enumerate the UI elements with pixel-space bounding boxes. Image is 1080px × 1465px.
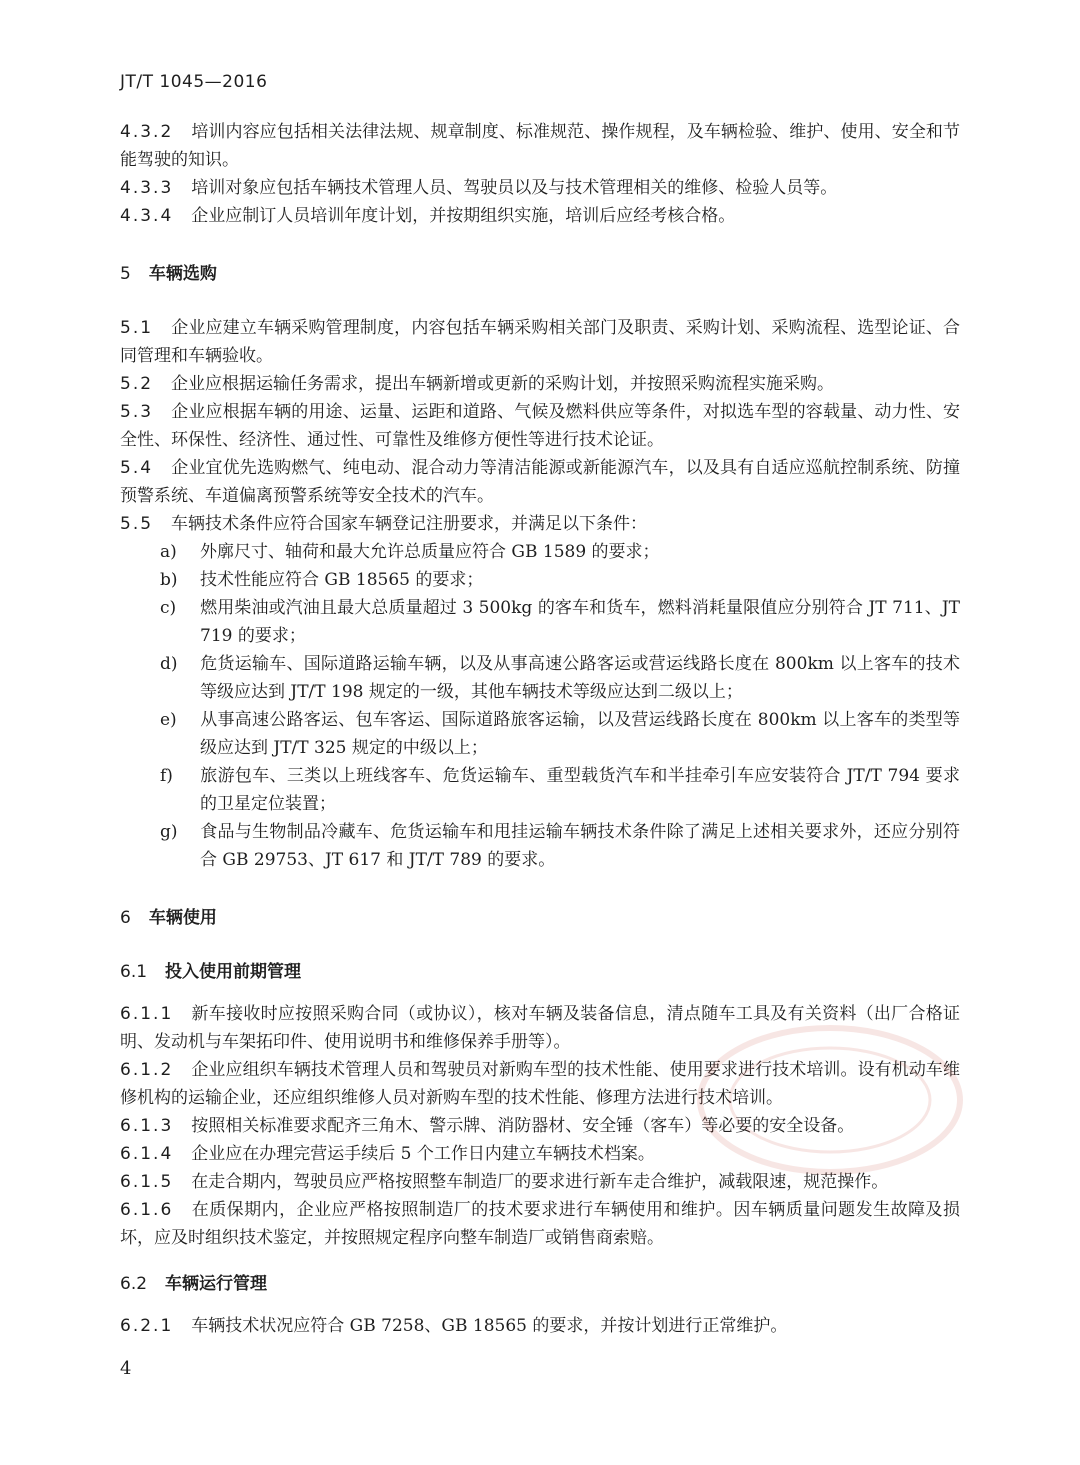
clause-6-1-6 xyxy=(120,1196,960,1252)
clause-text: 新车接收时应按照采购合同（或协议），核对车辆及装备信息，清点随车工具及有关资料（出厂合格证明、发动机与车架拓印件、使用说明书和维修保养手册等）。 xyxy=(120,1004,960,1052)
list-text: 技术性能应符合 GB 18565 的要求； xyxy=(200,570,484,590)
clause-text: 培训对象应包括车辆技术管理人员、驾驶员以及与技术管理相关的维修、检验人员等。 xyxy=(191,178,838,198)
subsection-heading-6-2 xyxy=(120,1270,960,1298)
section-heading-5 xyxy=(120,260,960,288)
clause-text: 在走合期内，驾驶员应严格按照整车制造厂的要求进行新车走合维护，减载限速，规范操作。 xyxy=(191,1172,889,1192)
clause-number: 5.3 xyxy=(120,402,154,422)
clause-5-4 xyxy=(120,454,960,510)
list-item-f xyxy=(120,762,960,818)
section-number: 6 xyxy=(120,908,131,928)
list-item-e xyxy=(120,706,960,762)
list-label: c) xyxy=(160,598,177,618)
list-item-g xyxy=(120,818,960,874)
clause-text: 车辆技术状况应符合 GB 7258、GB 18565 的要求，并按计划进行正常维护。 xyxy=(191,1316,788,1336)
list-text: 从事高速公路客运、包车客运、国际道路旅客运输，以及营运线路长度在 800km 以上客车的类型等级应达到 JT/T 325 规定的中级以上； xyxy=(200,710,960,758)
list-label: a) xyxy=(160,542,177,562)
clause-number: 6.1.2 xyxy=(120,1060,174,1080)
list-label: g) xyxy=(160,822,178,842)
clause-text: 车辆技术条件应符合国家车辆登记注册要求，并满足以下条件： xyxy=(171,514,648,534)
clause-text: 企业应在办理完营运手续后 5 个工作日内建立车辆技术档案。 xyxy=(191,1144,655,1164)
clause-number: 6.1.4 xyxy=(120,1144,174,1164)
section-heading-6 xyxy=(120,904,960,932)
clause-text: 企业应根据车辆的用途、运量、运距和道路、气候及燃料供应等条件，对拟选车型的容载量、动力性、安全性、环保性、经济性、通过性、可靠性及维修方便性等进行技术论证。 xyxy=(120,402,960,450)
subsection-heading-6-1 xyxy=(120,958,960,986)
clause-number: 4.3.4 xyxy=(120,206,174,226)
section-title: 投入使用前期管理 xyxy=(165,962,302,982)
list-text: 燃用柴油或汽油且最大总质量超过 3 500kg 的客车和货车，燃料消耗量限值应分别符合 JT 711、JT 719 的要求； xyxy=(200,598,960,646)
list-text: 危货运输车、国际道路运输车辆，以及从事高速公路客运或营运线路长度在 800km 以上客车的技术等级应达到 JT/T 198 规定的一级，其他车辆技术等级应达到二级以上； xyxy=(200,654,960,702)
clause-number: 5.2 xyxy=(120,374,154,394)
clause-4-3-4 xyxy=(120,202,960,230)
list-item-d xyxy=(120,650,960,706)
clause-text: 企业应建立车辆采购管理制度，内容包括车辆采购相关部门及职责、采购计划、采购流程、选型论证、合同管理和车辆验收。 xyxy=(120,318,960,366)
list-label: d) xyxy=(160,654,178,674)
list-item-b xyxy=(120,566,960,594)
section-number: 5 xyxy=(120,264,131,284)
clause-number: 4.3.2 xyxy=(120,122,174,142)
page-number: 4 xyxy=(120,1358,132,1379)
clause-number: 6.1.1 xyxy=(120,1004,174,1024)
list-label: f) xyxy=(160,766,173,786)
clause-number: 5.5 xyxy=(120,514,154,534)
clause-number: 5.4 xyxy=(120,458,154,478)
section-number: 6.2 xyxy=(120,1274,148,1294)
clause-text: 按照相关标准要求配齐三角木、警示牌、消防器材、安全锤（客车）等必要的安全设备。 xyxy=(191,1116,855,1136)
list-text: 食品与生物制品冷藏车、危货运输车和甩挂运输车辆技术条件除了满足上述相关要求外，还应分别符合 GB 29753、JT 617 和 JT/T 789 的要求。 xyxy=(200,822,960,870)
clause-6-2-1 xyxy=(120,1312,960,1340)
clause-text: 在质保期内，企业应严格按照制造厂的技术要求进行车辆使用和维护。因车辆质量问题发生故障及损坏，应及时组织技术鉴定，并按照规定程序向整车制造厂或销售商索赔。 xyxy=(120,1200,960,1248)
list-text: 旅游包车、三类以上班线客车、危货运输车、重型载货汽车和半挂牵引车应安装符合 JT/T 794 要求的卫星定位装置； xyxy=(200,766,960,814)
clause-number: 6.1.6 xyxy=(120,1200,174,1220)
clause-text: 培训内容应包括相关法律法规、规章制度、标准规范、操作规程，及车辆检验、维护、使用、安全和节能驾驶的知识。 xyxy=(120,122,960,170)
section-title: 车辆运行管理 xyxy=(165,1274,268,1294)
clause-4-3-3 xyxy=(120,174,960,202)
clause-5-3 xyxy=(120,398,960,454)
list-label: e) xyxy=(160,710,177,730)
watermark-seal-icon xyxy=(690,1020,970,1180)
clause-number: 5.1 xyxy=(120,318,154,338)
clause-number: 6.2.1 xyxy=(120,1316,174,1336)
clause-text: 企业应根据运输任务需求，提出车辆新增或更新的采购计划，并按照采购流程实施采购。 xyxy=(171,374,835,394)
list-text: 外廓尺寸、轴荷和最大允许总质量应符合 GB 1589 的要求； xyxy=(200,542,660,562)
clause-5-5 xyxy=(120,510,960,538)
clause-number: 4.3.3 xyxy=(120,178,174,198)
section-title: 车辆选购 xyxy=(148,264,217,284)
clause-5-2 xyxy=(120,370,960,398)
list-item-c xyxy=(120,594,960,650)
list-item-a xyxy=(120,538,960,566)
clause-text: 企业应制订人员培训年度计划，并按期组织实施，培训后应经考核合格。 xyxy=(191,206,736,226)
list-label: b) xyxy=(160,570,178,590)
clause-number: 6.1.5 xyxy=(120,1172,174,1192)
clause-5-1 xyxy=(120,314,960,370)
clause-number: 6.1.3 xyxy=(120,1116,174,1136)
clause-text: 企业宜优先选购燃气、纯电动、混合动力等清洁能源或新能源汽车，以及具有自适应巡航控制系统、防撞预警系统、车道偏离预警系统等安全技术的汽车。 xyxy=(120,458,960,506)
standard-code-header: JT/T 1045—2016 xyxy=(120,72,268,92)
section-number: 6.1 xyxy=(120,962,148,982)
section-title: 车辆使用 xyxy=(148,908,217,928)
clause-text: 企业应组织车辆技术管理人员和驾驶员对新购车型的技术性能、使用要求进行技术培训。设有机动车维修机构的运输企业，还应组织维修人员对新购车型的技术性能、修理方法进行技术培训。 xyxy=(120,1060,960,1108)
clause-4-3-2 xyxy=(120,118,960,174)
